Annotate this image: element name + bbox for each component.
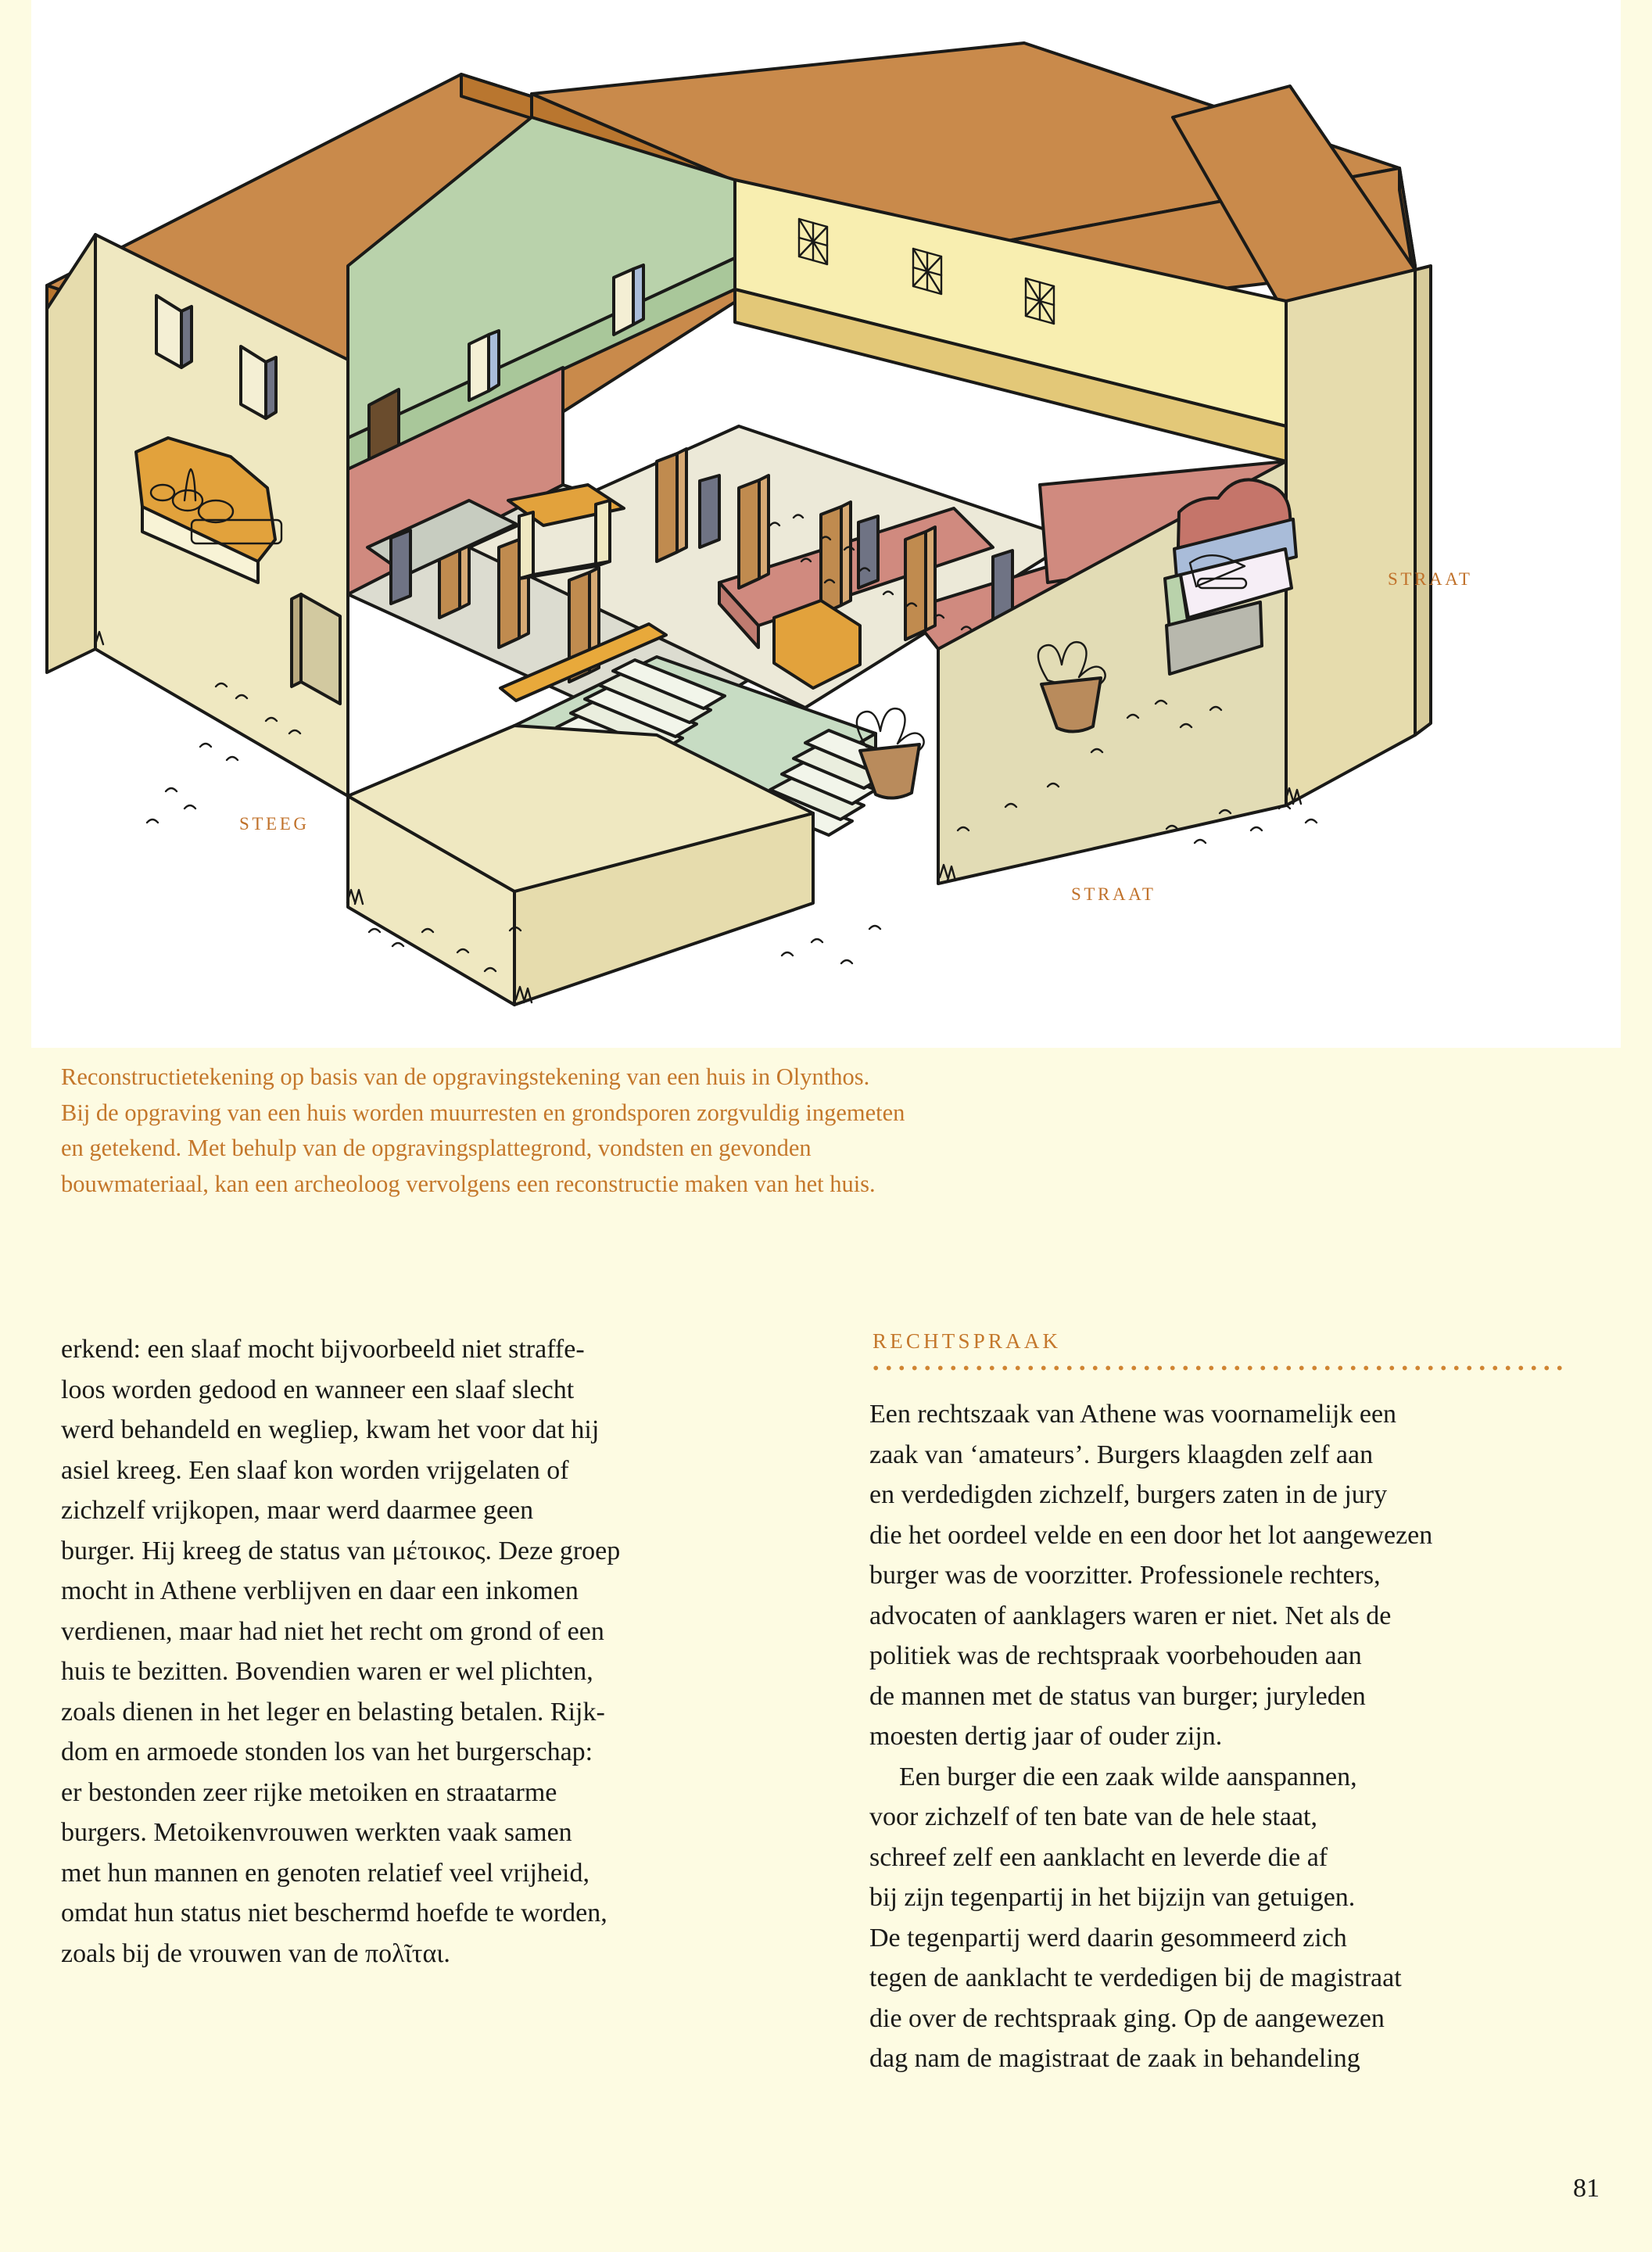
right-text-column — [869, 1329, 1570, 2079]
text-line: huis te bezitten. Bovendien waren er wel plichten, — [61, 1657, 593, 1686]
text-line: voor zichzelf of ten bate van de hele staat, — [869, 1802, 1318, 1831]
text-line: de mannen met de status van burger; juryleden — [869, 1681, 1366, 1711]
text-line: advocaten of aanklagers waren er niet. Net als de — [869, 1601, 1392, 1630]
left-column-paragraph — [61, 1329, 761, 1974]
text-line: burger. Hij kreeg de status van μέτοικος. Deze groep — [61, 1536, 621, 1565]
text-line: omdat hun status niet beschermd hoefde te worden, — [61, 1899, 607, 1927]
section-heading: RECHTSPRAAK — [873, 1329, 1062, 1353]
figure-caption — [61, 1060, 1234, 1202]
left-text-column — [61, 1329, 761, 2079]
text-line: De tegenpartij werd daarin gesommeerd zich — [869, 1923, 1347, 1953]
text-line: zaak van ‘amateurs’. Burgers klaagden zelf aan — [869, 1440, 1374, 1469]
text-line: zoals bij de vrouwen van de πολῖται. — [61, 1938, 450, 1968]
text-line: dom en armoede stonden los van het burgerschap: — [61, 1737, 593, 1766]
text-line: Een rechtszaak van Athene was voornamelijk een — [869, 1400, 1397, 1429]
house-cutaway-illustration — [31, 0, 1621, 1048]
text-line: er bestonden zeer rijke metoiken en straatarme — [61, 1777, 557, 1807]
text-line: verdienen, maar had niet het recht om grond of een — [61, 1616, 604, 1646]
text-line: met hun mannen en genoten relatief veel vrijheid, — [61, 1858, 589, 1888]
illustration-label-steeg: STEEG — [239, 814, 310, 834]
caption-line: Bij de opgraving van een huis worden muurresten en grondsporen zorgvuldig ingemeten — [61, 1099, 905, 1126]
text-line: bij zijn tegenpartij in het bijzijn van getuigen. — [869, 1883, 1356, 1912]
body-columns — [61, 1329, 1570, 2079]
page-number: 81 — [1573, 2174, 1600, 2203]
text-line: zoals dienen in het leger en belasting betalen. Rijk- — [61, 1697, 605, 1727]
text-line: mocht in Athene verblijven en daar een inkomen — [61, 1576, 579, 1605]
text-line: tegen de aanklacht te verdedigen bij de magistraat — [869, 1963, 1402, 1992]
caption-line: en getekend. Met behulp van de opgravingsplattegrond, vondsten en gevonden — [61, 1135, 812, 1161]
text-line: asiel kreeg. Een slaaf kon worden vrijgelaten of — [61, 1455, 569, 1485]
illustration-label-straat-right: STRAAT — [1388, 569, 1473, 589]
right-column-paragraph — [869, 1394, 1570, 2079]
caption-line: Reconstructietekening op basis van de opgravingstekening van een huis in Olynthos. — [61, 1063, 870, 1090]
text-line: moesten dertig jaar of ouder zijn. — [869, 1722, 1223, 1751]
illustration-label-straat-bottom: STRAAT — [1071, 884, 1156, 904]
text-line: dag nam de magistraat de zaak in behandeling — [869, 2044, 1360, 2073]
illustration-panel — [31, 0, 1621, 1048]
text-line: die over de rechtspraak ging. Op de aangewezen — [869, 2003, 1385, 2033]
text-line: schreef zelf een aanklacht en leverde die af — [869, 1842, 1328, 1872]
text-line: burger was de voorzitter. Professionele rechters, — [869, 1561, 1381, 1590]
text-line: werd behandeld en wegliep, kwam het voor dat hij — [61, 1415, 600, 1444]
text-line: Een burger die een zaak wilde aanspannen, — [899, 1762, 1357, 1791]
text-line: politiek was de rechtspraak voorbehouden aan — [869, 1641, 1362, 1670]
text-line: zichzelf vrijkopen, maar werd daarmee geen — [61, 1496, 534, 1525]
text-line: burgers. Metoikenvrouwen werkten vaak samen — [61, 1818, 572, 1847]
text-line: en verdedigden zichzelf, burgers zaten in de jury — [869, 1480, 1388, 1509]
text-line: die het oordeel velde en een door het lot aangewezen — [869, 1520, 1433, 1550]
text-line: loos worden gedood en wanneer een slaaf slecht — [61, 1375, 575, 1404]
caption-line: bouwmateriaal, kan een archeoloog vervolgens een reconstructie maken van het huis. — [61, 1170, 876, 1197]
heading-dotted-rule — [869, 1364, 1568, 1372]
text-line: erkend: een slaaf mocht bijvoorbeeld niet straffe- — [61, 1335, 585, 1364]
